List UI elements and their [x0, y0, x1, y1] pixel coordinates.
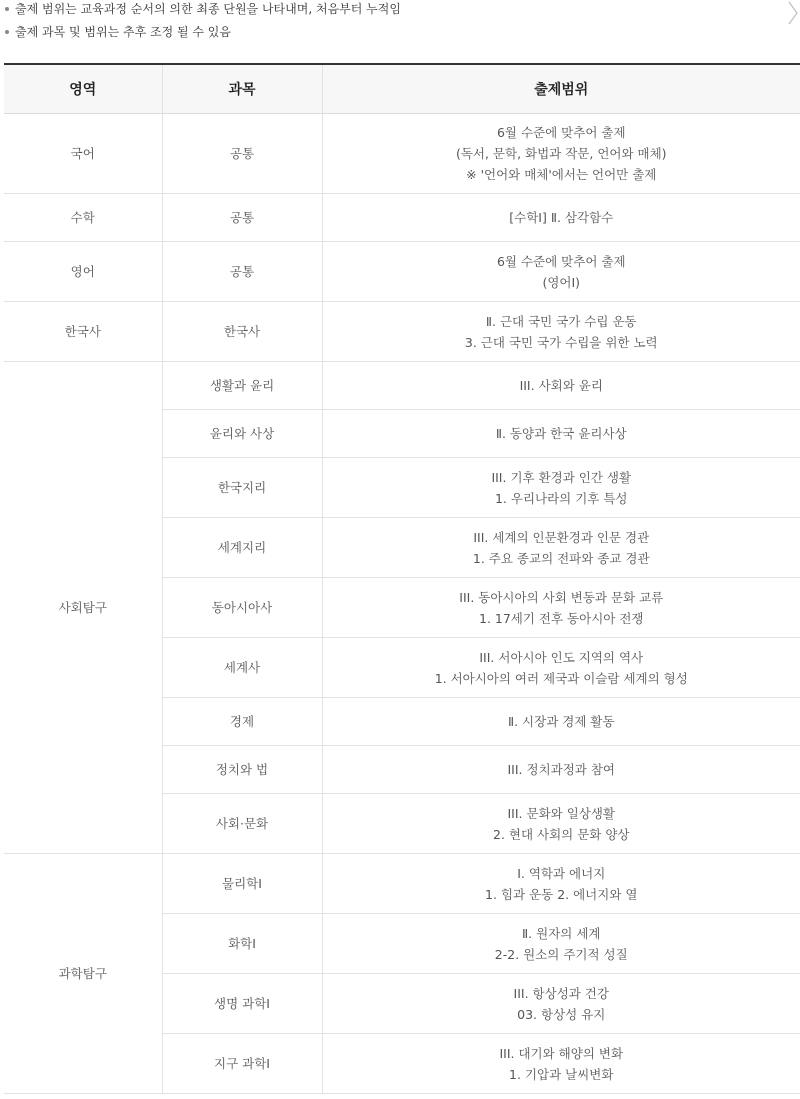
scope-cell	[322, 854, 800, 914]
notice-text: 출제 범위는 교육과정 순서의 의한 최종 단원을 나타내며, 처음부터 누적임	[15, 2, 401, 16]
area-cell: 사회탐구	[4, 362, 162, 854]
notice-item	[5, 23, 231, 41]
scope-line: [수학Ⅰ] Ⅱ. 삼각함수	[509, 210, 614, 225]
scope-line: 1. 17세기 전후 동아시아 전쟁	[479, 610, 644, 626]
subject-cell: 화학Ⅰ	[162, 914, 322, 974]
subject-cell: 윤리와 사상	[162, 410, 322, 458]
scope-line: 1. 기압과 날씨변화	[509, 1066, 614, 1082]
scope-line: 2. 현대 사회의 문화 양상	[493, 826, 630, 842]
scope-line: Ⅱ. 근대 국민 국가 수립 운동	[485, 313, 637, 329]
subject-cell: 사회·문화	[162, 794, 322, 854]
table-header-row	[4, 64, 800, 114]
scope-cell	[322, 578, 800, 638]
subject-cell: 경제	[162, 698, 322, 746]
scope-line: 1. 우리나라의 기후 특성	[494, 490, 628, 506]
scope-line: I. 역학과 에너지	[517, 865, 606, 881]
subject-cell: 물리학Ⅰ	[162, 854, 322, 914]
area-cell: 한국사	[4, 302, 162, 362]
scope-line: Ⅱ. 원자의 세계	[522, 925, 601, 941]
scope-cell	[322, 242, 800, 302]
scope-cell	[322, 698, 800, 746]
scope-line: 1. 서아시아의 여러 제국과 이슬람 세계의 형성	[434, 670, 688, 686]
scope-line: 2-2. 원소의 주기적 성질	[494, 946, 628, 962]
subject-cell: 세계지리	[162, 518, 322, 578]
subject-cell: 동아시아사	[162, 578, 322, 638]
scope-cell	[322, 974, 800, 1034]
scope-line: 3. 근대 국민 국가 수립을 위한 노력	[464, 334, 658, 350]
table-row	[4, 302, 800, 362]
scope-header: 출제범위	[322, 64, 800, 114]
subject-cell: 한국사	[162, 302, 322, 362]
scope-line: III. 문화와 일상생활	[507, 805, 615, 821]
scope-line: (독서, 문학, 화법과 작문, 언어와 매체)	[455, 146, 667, 161]
table-row	[4, 194, 800, 242]
table-row	[4, 362, 800, 410]
subject-cell: 정치와 법	[162, 746, 322, 794]
scope-line: 6월 수준에 맞추어 출제	[496, 253, 626, 269]
scope-line: 03. 항상성 유지	[517, 1006, 606, 1022]
subject-cell: 공통	[162, 242, 322, 302]
scope-cell	[322, 302, 800, 362]
table-row	[4, 242, 800, 302]
notice-text: 출제 과목 및 범위는 추후 조정 될 수 있음	[15, 25, 231, 39]
area-header: 영역	[4, 64, 162, 114]
scope-cell	[322, 362, 800, 410]
scope-cell	[322, 746, 800, 794]
area-cell: 수학	[4, 194, 162, 242]
scope-cell	[322, 518, 800, 578]
subject-cell: 세계사	[162, 638, 322, 698]
subject-cell: 지구 과학Ⅰ	[162, 1034, 322, 1094]
subject-cell: 공통	[162, 194, 322, 242]
table-row	[4, 854, 800, 914]
scope-line: ※ '언어와 매체'에서는 언어만 출제	[466, 167, 657, 182]
notice-item	[5, 0, 401, 18]
exam-scope-table	[4, 63, 800, 1094]
scope-line: III. 동아시아의 사회 변동과 문화 교류	[459, 589, 664, 605]
scope-cell	[322, 638, 800, 698]
scope-cell	[322, 794, 800, 854]
scope-cell	[322, 458, 800, 518]
scope-line: III. 정치과정과 참여	[507, 762, 615, 777]
scope-line: 1. 힘과 운동 2. 에너지와 열	[485, 886, 638, 902]
chevron-right-icon[interactable]	[786, 0, 800, 26]
area-cell: 과학탐구	[4, 854, 162, 1094]
scope-cell	[322, 1034, 800, 1094]
subject-cell: 한국지리	[162, 458, 322, 518]
scope-line: Ⅱ. 시장과 경제 활동	[507, 714, 615, 729]
scope-cell	[322, 114, 800, 194]
scope-line: Ⅱ. 동양과 한국 윤리사상	[495, 426, 627, 441]
scope-cell	[322, 914, 800, 974]
area-cell: 영어	[4, 242, 162, 302]
scope-line: III. 사회와 윤리	[519, 378, 603, 393]
subject-cell: 생명 과학Ⅰ	[162, 974, 322, 1034]
scope-cell	[322, 410, 800, 458]
scope-line: III. 항상성과 건강	[513, 985, 609, 1001]
scope-line: 6월 수준에 맞추어 출제	[496, 125, 626, 140]
subject-cell: 공통	[162, 114, 322, 194]
scope-cell	[322, 194, 800, 242]
area-cell: 국어	[4, 114, 162, 194]
scope-line: 1. 주요 종교의 전파와 종교 경관	[472, 550, 650, 566]
subject-header: 과목	[162, 64, 322, 114]
scope-line: (영어Ⅰ)	[542, 274, 581, 290]
table-row	[4, 114, 800, 194]
subject-cell: 생활과 윤리	[162, 362, 322, 410]
scope-line: III. 서아시아 인도 지역의 역사	[479, 649, 644, 665]
bullet-icon	[5, 30, 9, 34]
scope-line: III. 대기와 해양의 변화	[499, 1045, 624, 1061]
bullet-icon	[5, 7, 9, 11]
scope-line: III. 기후 환경과 인간 생활	[491, 469, 632, 485]
scope-line: III. 세계의 인문환경과 인문 경관	[473, 529, 650, 545]
